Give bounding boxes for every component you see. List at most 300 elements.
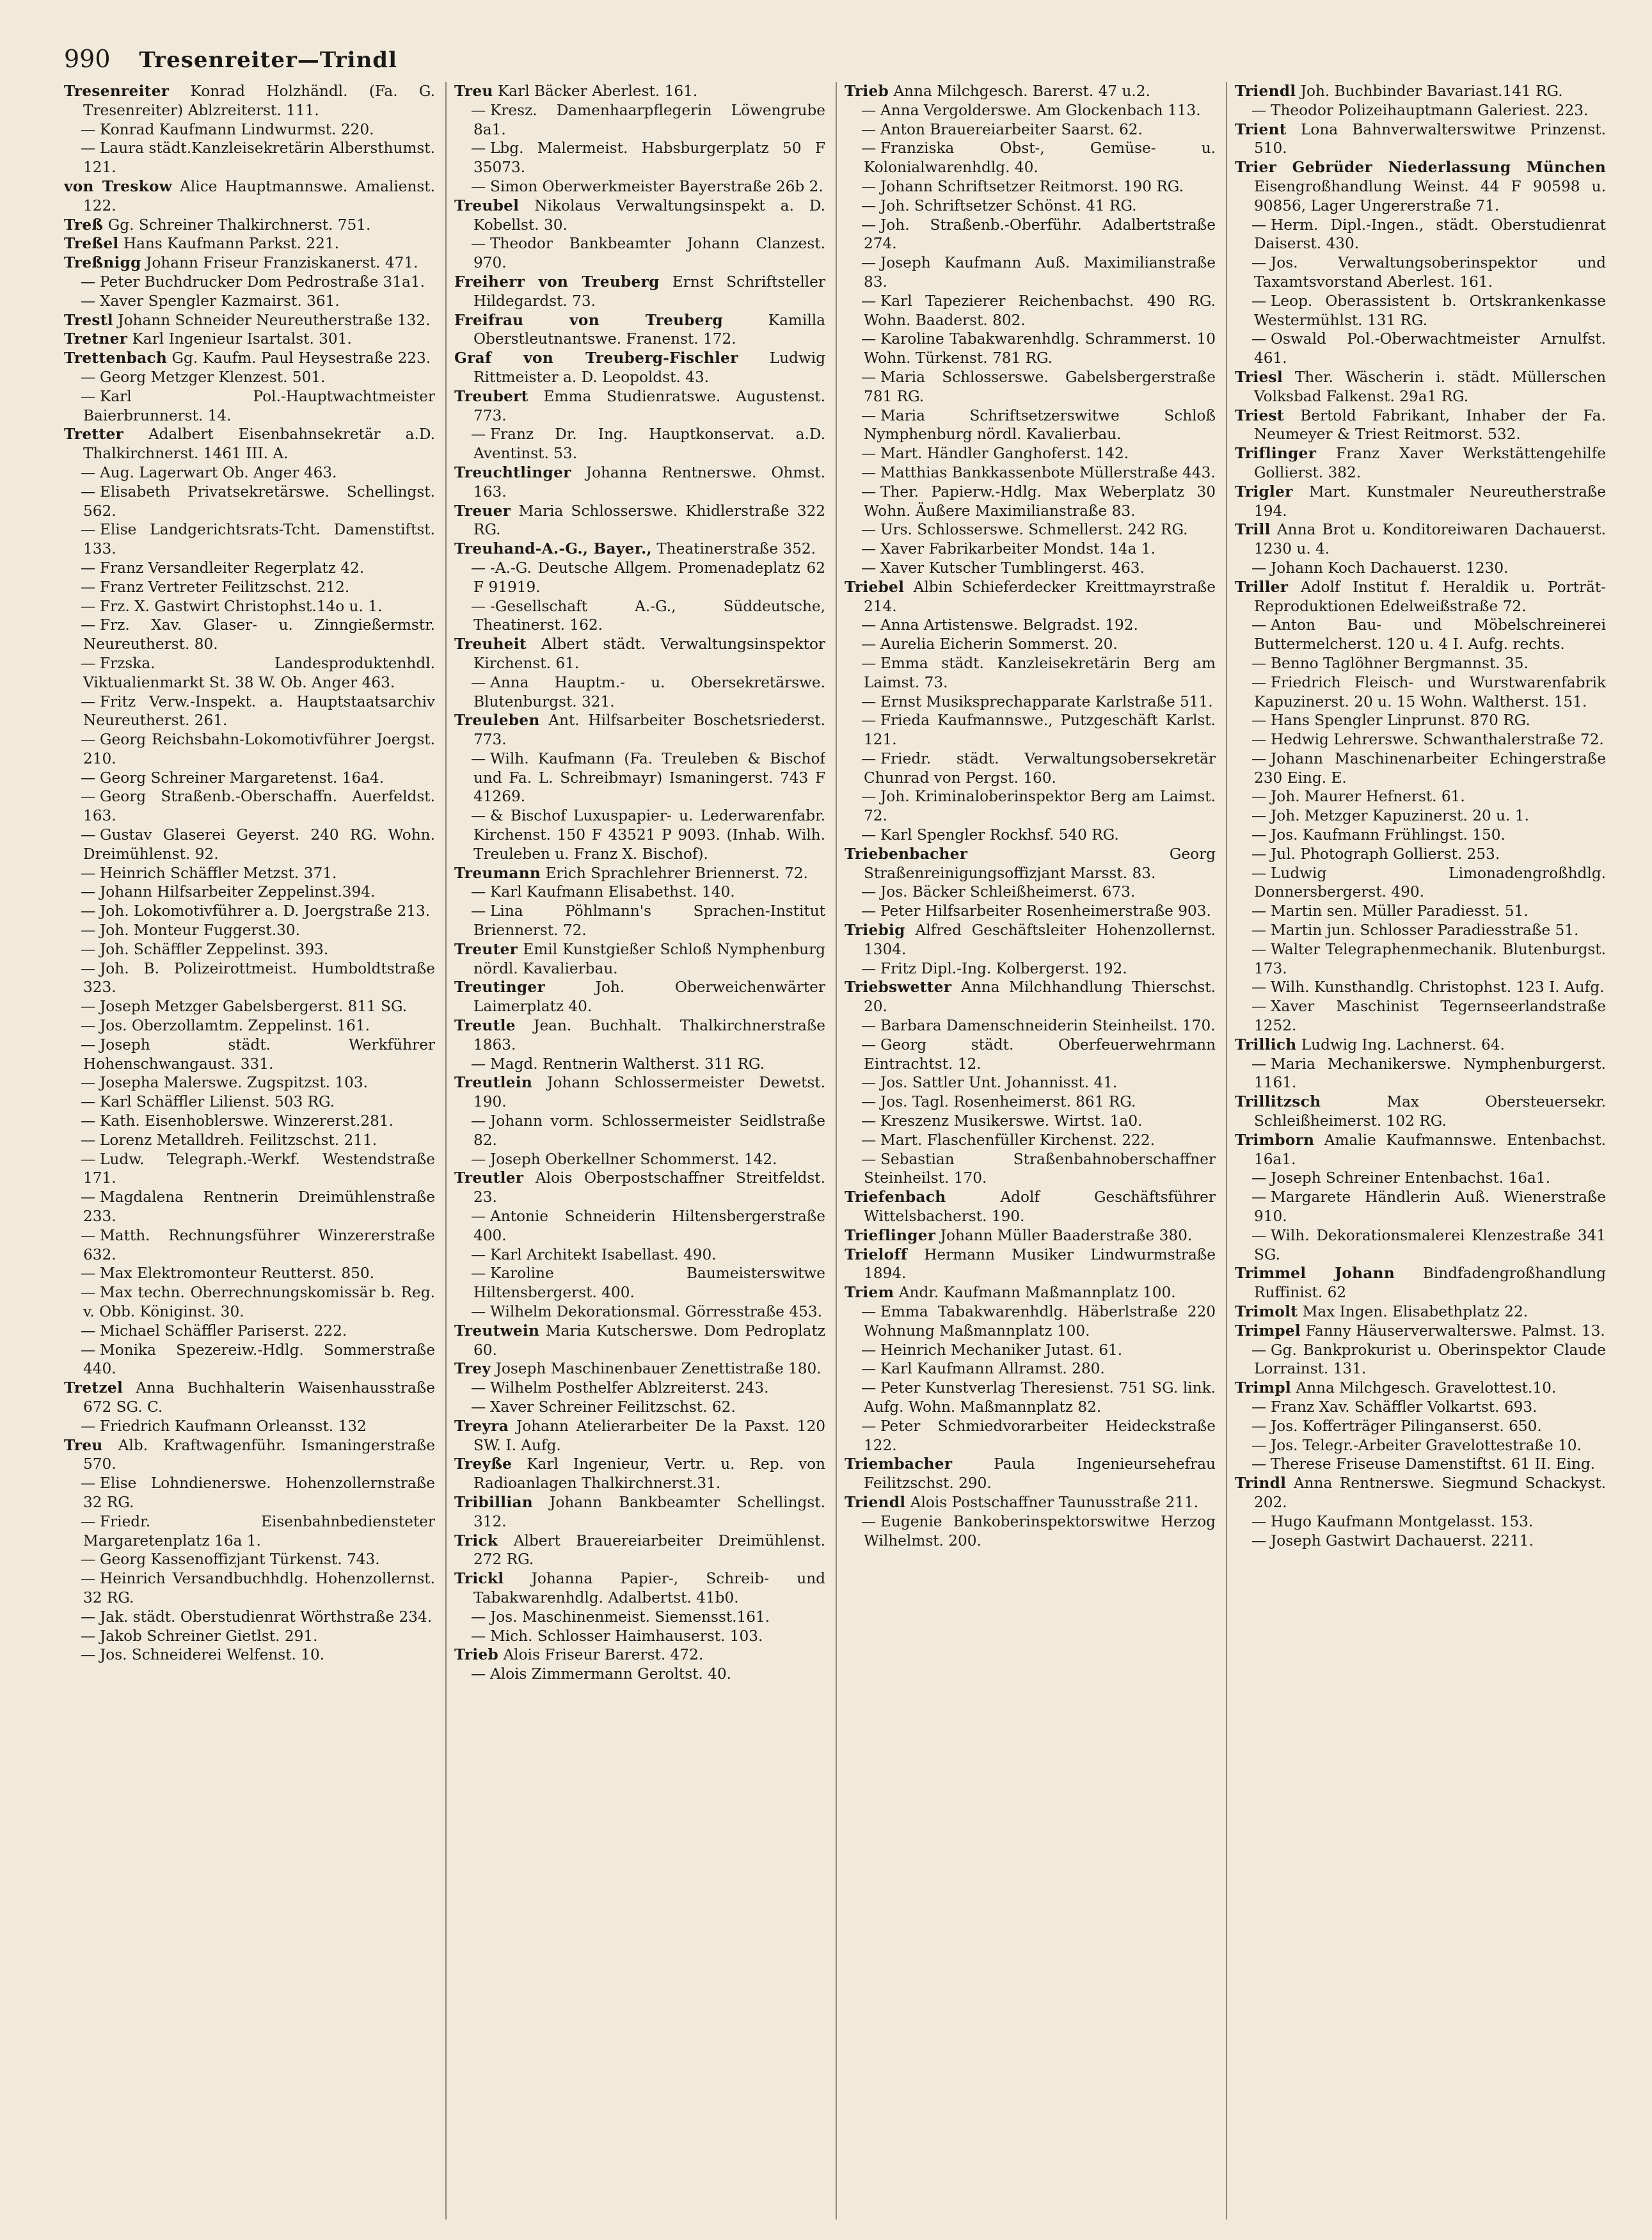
entry-text: Konrad Holzhändl. (Fa. G. Tresenreiter) Ablzreiterst. 111.	[83, 83, 435, 119]
entry-surname: Trillitzsch	[1235, 1093, 1321, 1111]
entry-text: Urs. Schlosserswe. Schmellerst. 242 RG.	[880, 521, 1188, 539]
directory-entry	[454, 1207, 825, 1245]
column-rule	[445, 82, 447, 2220]
entry-text: Oswald Pol.-Oberwachtmeister Arnulfst. 461.	[1254, 330, 1606, 367]
directory-entry	[1235, 101, 1606, 120]
directory-entry	[64, 273, 435, 292]
directory-entry	[1235, 1302, 1606, 1322]
continuation-dash: —	[861, 826, 877, 844]
continuation-dash: —	[861, 140, 877, 157]
entry-surname: Trimmel Johann	[1235, 1265, 1395, 1283]
directory-entry	[64, 959, 435, 998]
entry-text: Leop. Oberassistent b. Ortskrankenkasse Westermühlst. 131 RG.	[1254, 292, 1606, 329]
directory-entry	[845, 1379, 1216, 1417]
directory-entry	[1235, 1226, 1606, 1265]
entry-text: Fritz Verw.-Inspekt. a. Hauptstaatsarchiv Neureutherst. 261.	[83, 692, 435, 730]
entry-text: Mart. Händler Ganghoferst. 142.	[880, 445, 1129, 463]
entry-surname: Treuheit	[454, 636, 527, 653]
entry-surname: Trestl	[64, 311, 113, 329]
entry-text: Magdalena Rentnerin Dreimühlenstraße 233.	[83, 1188, 435, 1226]
directory-entry	[64, 692, 435, 731]
continuation-dash: —	[861, 636, 877, 653]
entry-surname: Trieflinger	[845, 1226, 936, 1244]
entry-surname: Treuleben	[454, 712, 540, 730]
directory-entry	[64, 216, 435, 235]
directory-entry	[64, 1627, 435, 1646]
directory-entry	[454, 1245, 825, 1265]
entry-text: Antonie Schneiderin Hiltensbergerstraße 400.	[473, 1208, 825, 1244]
entry-text: Jos. Maschinenmeist. Siemensst.161.	[490, 1608, 770, 1626]
continuation-dash: —	[861, 749, 877, 767]
column-1	[64, 82, 435, 2220]
entry-text: Franz Vertreter Feilitzschst. 212.	[100, 578, 350, 596]
directory-entry	[454, 1322, 825, 1360]
entry-text: Joh. B. Polizeirottmeist. Humboldtstraße 323.	[83, 959, 435, 996]
entry-text: Alb. Kraftwagenführ. Ismaningerstraße 570.	[83, 1436, 435, 1473]
entry-text: Mich. Schlosser Haimhauserst. 103.	[490, 1627, 763, 1645]
directory-entry	[454, 311, 825, 349]
continuation-dash: —	[861, 521, 877, 539]
entry-text: Gg. Schreiner Thalkirchnerst. 751.	[107, 216, 371, 234]
entry-text: Franz Xav. Schäffler Volkartst. 693.	[1271, 1398, 1537, 1416]
continuation-dash: —	[81, 368, 96, 386]
entry-text: Ernst Schriftsteller Hildegardst. 73.	[473, 273, 825, 310]
entry-surname: Trick	[454, 1532, 498, 1549]
entry-surname: Trickl	[454, 1570, 504, 1588]
entry-text: Jos. Verwaltungsoberinspektor und Taxamtsvorstand Aberlest. 161.	[1254, 254, 1606, 291]
directory-entry	[454, 749, 825, 806]
directory-entry	[845, 1226, 1216, 1245]
entry-text: Adolf Institut f. Heraldik u. Porträt-Reproduktionen Edelweißstraße 72.	[1254, 578, 1606, 615]
entry-text: Monika Spezereiw.-Hdlg. Sommerstraße 440.	[83, 1341, 435, 1378]
continuation-dash: —	[81, 521, 96, 539]
directory-entry	[64, 349, 435, 368]
continuation-dash: —	[81, 864, 96, 882]
directory-entry	[454, 82, 825, 101]
directory-entry	[454, 1264, 825, 1302]
entry-text: Georg städt. Oberfeuerwehrmann Eintrachtst. 12.	[864, 1036, 1216, 1073]
entry-text: Anna Brot u. Konditoreiwaren Dachauerst. 1230 u. 4.	[1254, 521, 1606, 558]
entry-surname: Trindl	[1235, 1475, 1287, 1492]
directory-entry	[1235, 1092, 1606, 1131]
entry-text: Alois Oberpostschaffner Streitfeldst. 23.	[473, 1169, 825, 1206]
entry-surname: Triendl	[1235, 83, 1296, 100]
directory-entry	[64, 520, 435, 559]
entry-text: Elise Lohndienerswe. Hohenzollernstraße 32 RG.	[83, 1475, 435, 1511]
entry-text: Friedrich Kaufmann Orleansst. 132	[100, 1417, 367, 1435]
continuation-dash: —	[471, 1112, 486, 1130]
directory-entry	[1235, 1055, 1606, 1093]
entry-text: Johann Atelierarbeiter De la Paxst. 120 SW. I. Aufg.	[473, 1417, 825, 1454]
directory-entry	[64, 311, 435, 330]
entry-text: Peter Schmiedvorarbeiter Heideckstraße 122.	[864, 1417, 1216, 1454]
continuation-dash: —	[471, 807, 486, 825]
entry-text: Frieda Kaufmannswe., Putzgeschäft Karlst. 121.	[864, 712, 1216, 749]
directory-entry	[1235, 787, 1606, 806]
column-rule	[836, 82, 837, 2220]
continuation-dash: —	[1251, 216, 1267, 234]
continuation-dash: —	[81, 1226, 96, 1244]
continuation-dash: —	[861, 101, 877, 119]
entry-text: Johann Koch Dachauerst. 1230.	[1271, 559, 1509, 577]
entry-text: Joh. Oberweichenwärter Laimerplatz 40.	[473, 979, 825, 1016]
entry-text: Martin jun. Schlosser Paradiesstraße 51.	[1271, 922, 1579, 940]
directory-entry	[1235, 559, 1606, 578]
directory-entry	[64, 1073, 435, 1092]
directory-entry	[845, 368, 1216, 406]
entry-text: Adalbert Eisenbahnsekretär a.D. Thalkirchnerst. 1461 III. A.	[83, 426, 435, 463]
continuation-dash: —	[1251, 101, 1267, 119]
entry-text: Karl Pol.-Hauptwachtmeister Baierbrunnerst. 14.	[83, 387, 435, 424]
entry-text: Eisengroßhandlung Weinst. 44 F 90598 u. 90856, Lager Ungererstraße 71.	[1254, 177, 1606, 214]
directory-entry	[64, 826, 435, 864]
continuation-dash: —	[81, 1093, 96, 1111]
continuation-dash: —	[81, 1131, 96, 1149]
directory-entry	[454, 635, 825, 673]
directory-entry	[1235, 120, 1606, 159]
entry-text: Joseph Oberkellner Schommerst. 142.	[490, 1150, 777, 1168]
continuation-dash: —	[1251, 712, 1267, 730]
entry-text: Eugenie Bankoberinspektorswitwe Herzog Wilhelmst. 200.	[864, 1512, 1216, 1549]
directory-entry	[1235, 864, 1606, 902]
entry-surname: Treutinger	[454, 979, 545, 996]
directory-entry	[454, 1359, 825, 1379]
directory-columns	[64, 82, 1622, 2220]
directory-entry	[1235, 1131, 1606, 1169]
directory-entry	[1235, 1512, 1606, 1532]
directory-entry	[845, 1112, 1216, 1131]
continuation-dash: —	[1251, 654, 1267, 672]
directory-entry	[454, 1055, 825, 1074]
continuation-dash: —	[1251, 1169, 1267, 1187]
continuation-dash: —	[471, 1398, 486, 1416]
continuation-dash: —	[81, 1150, 96, 1168]
continuation-dash: —	[861, 1417, 877, 1435]
directory-entry	[845, 1455, 1216, 1493]
entry-text: Barbara Damenschneiderin Steinheilst. 170.	[880, 1017, 1216, 1035]
entry-text: Alois Zimmermann Geroltst. 40.	[490, 1665, 732, 1683]
directory-entry	[64, 1608, 435, 1627]
continuation-dash: —	[861, 1303, 877, 1320]
continuation-dash: —	[1251, 1055, 1267, 1073]
entry-text: Johann Schlossermeister Dewetst. 190.	[473, 1074, 825, 1111]
continuation-dash: —	[81, 292, 96, 310]
directory-entry	[1235, 1398, 1606, 1417]
continuation-dash: —	[81, 1417, 96, 1435]
continuation-dash: —	[471, 597, 486, 615]
directory-entry	[1235, 730, 1606, 749]
continuation-dash: —	[1251, 788, 1267, 806]
entry-surname: Treuchtlinger	[454, 463, 571, 481]
continuation-dash: —	[861, 959, 877, 977]
directory-entry	[845, 196, 1216, 216]
directory-entry	[454, 902, 825, 940]
directory-entry	[454, 1417, 825, 1455]
directory-entry	[845, 177, 1216, 196]
entry-text: Theatinerstraße 352.	[656, 540, 816, 558]
continuation-dash: —	[861, 292, 877, 310]
continuation-dash: —	[81, 1646, 96, 1664]
entry-surname: Treubert	[454, 387, 528, 405]
entry-surname: Treßel	[64, 235, 119, 253]
continuation-dash: —	[861, 559, 877, 577]
entry-text: Maria Mechanikerswe. Nymphenburgerst. 1161.	[1254, 1055, 1606, 1092]
entry-text: Kath. Eisenhoblerswe. Winzererst.281.	[100, 1112, 394, 1130]
entry-text: Heinrich Mechaniker Jutast. 61.	[880, 1341, 1123, 1359]
entry-text: Magd. Rentnerin Waltherst. 311 RG.	[490, 1055, 765, 1073]
continuation-dash: —	[471, 749, 486, 767]
entry-surname: Freifrau von Treuberg	[454, 311, 723, 329]
continuation-dash: —	[1251, 1532, 1267, 1549]
continuation-dash: —	[1251, 998, 1267, 1016]
directory-entry	[64, 330, 435, 349]
directory-entry	[1235, 616, 1606, 654]
directory-entry	[454, 806, 825, 863]
entry-text: Albert Brauereiarbeiter Dreimühlenst. 272 RG.	[473, 1532, 825, 1569]
entry-surname: Treß	[64, 216, 104, 234]
entry-text: Johanna Papier-, Schreib- und Tabakwarenhdlg. Adalbertst. 41b0.	[473, 1570, 825, 1606]
directory-entry	[845, 978, 1216, 1016]
directory-entry	[845, 711, 1216, 749]
continuation-dash: —	[471, 902, 486, 920]
entry-text: Johann Schneider Neureutherstraße 132.	[118, 311, 431, 329]
entry-text: Fanny Häuserverwalterswe. Palmst. 13.	[1305, 1322, 1605, 1340]
entry-text: Amalie Kaufmannswe. Entenbachst. 16a1.	[1254, 1131, 1606, 1168]
continuation-dash: —	[471, 1627, 486, 1645]
continuation-dash: —	[471, 1303, 486, 1320]
column-3	[845, 82, 1216, 2220]
entry-surname: Trimolt	[1235, 1303, 1298, 1320]
directory-entry	[845, 1245, 1216, 1284]
entry-text: Maria Schriftsetzerswitwe Schloß Nymphenburg nördl. Kavalierbau.	[864, 406, 1216, 444]
continuation-dash: —	[81, 1265, 96, 1283]
entry-text: Anna Vergolderswe. Am Glockenbach 113.	[880, 101, 1201, 119]
directory-entry	[64, 1150, 435, 1188]
entry-text: Peter Hilfsarbeiter Rosenheimerstraße 903.	[880, 902, 1211, 920]
directory-entry	[845, 1150, 1216, 1188]
entry-text: Albin Schieferdecker Kreittmayrstraße 214.	[864, 578, 1216, 615]
continuation-dash: —	[81, 902, 96, 920]
directory-entry	[454, 463, 825, 502]
entry-text: Frz. Xav. Glaser- u. Zinngießermstr. Neureutherst. 80.	[83, 616, 435, 653]
directory-entry	[454, 349, 825, 387]
entry-surname: Trigler	[1235, 483, 1293, 500]
directory-entry	[64, 787, 435, 826]
entry-text: Alice Hauptmannswe. Amalienst. 122.	[83, 177, 435, 214]
entry-text: Alfred Geschäftsleiter Hohenzollernst. 1304.	[864, 922, 1216, 958]
directory-entry	[845, 921, 1216, 959]
entry-text: Matth. Rechnungsführer Winzererstraße 632.	[83, 1226, 435, 1263]
entry-text: Johann Bankbeamter Schellingst. 312.	[473, 1493, 825, 1530]
directory-entry	[1235, 806, 1606, 826]
directory-entry	[454, 711, 825, 749]
directory-entry	[64, 1283, 435, 1322]
entry-text: Joseph Metzger Gabelsbergerst. 811 SG.	[100, 998, 408, 1016]
continuation-dash: —	[861, 1093, 877, 1111]
continuation-dash: —	[1251, 979, 1267, 996]
entry-text: Georg Kassenoffizjant Türkenst. 743.	[100, 1551, 380, 1569]
entry-text: Wilh. Kunsthandlg. Christophst. 123 I. Aufg.	[1271, 979, 1605, 996]
continuation-dash: —	[861, 1112, 877, 1130]
directory-entry	[64, 654, 435, 692]
entry-text: Therese Friseuse Damenstiftst. 61 II. Eing.	[1271, 1455, 1596, 1473]
entry-text: Jos. Oberzollamtm. Zeppelinst. 161.	[100, 1017, 370, 1035]
entry-text: Anton Bau- und Möbelschreinerei Buttermelcherst. 120 u. 4 I. Aufg. rechts.	[1254, 616, 1606, 653]
directory-entry	[845, 1131, 1216, 1150]
continuation-dash: —	[471, 1055, 486, 1073]
directory-entry	[845, 845, 1216, 883]
entry-text: Xaver Spengler Kazmairst. 361.	[100, 292, 340, 310]
directory-entry	[1235, 749, 1606, 788]
continuation-dash: —	[861, 788, 877, 806]
directory-entry	[845, 292, 1216, 330]
directory-entry	[845, 749, 1216, 788]
continuation-dash: —	[81, 483, 96, 500]
directory-entry	[64, 292, 435, 311]
entry-text: Aug. Lagerwart Ob. Anger 463.	[100, 463, 337, 481]
entry-surname: Treubel	[454, 196, 520, 214]
entry-text: Matthias Bankkassenbote Müllerstraße 443.	[880, 463, 1216, 481]
entry-surname: Trieb	[845, 83, 889, 100]
directory-entry	[454, 1398, 825, 1417]
directory-entry	[845, 1016, 1216, 1036]
entry-text: Xaver Schreiner Feilitzschst. 62.	[490, 1398, 736, 1416]
continuation-dash: —	[861, 1360, 877, 1378]
directory-entry	[845, 101, 1216, 120]
entry-text: Maria Schlosserswe. Gabelsbergerstraße 781 RG.	[864, 368, 1216, 405]
entry-text: Wilhelm Dekorationsmal. Görresstraße 453.	[490, 1303, 823, 1320]
directory-entry	[1235, 1379, 1606, 1398]
continuation-dash: —	[81, 120, 96, 138]
continuation-dash: —	[861, 712, 877, 730]
entry-surname: Tretter	[64, 426, 124, 444]
entry-surname: Triesl	[1235, 368, 1283, 386]
directory-entry	[845, 635, 1216, 654]
directory-entry	[845, 1036, 1216, 1074]
entry-surname: Triembacher	[845, 1455, 953, 1473]
entry-text: Joh. Schäffler Zeppelinst. 393.	[100, 940, 329, 958]
directory-entry	[64, 82, 435, 120]
continuation-dash: —	[81, 959, 96, 977]
directory-entry	[845, 1417, 1216, 1455]
continuation-dash: —	[861, 654, 877, 672]
directory-entry	[845, 959, 1216, 979]
entry-text: Anna Rentnerswe. Siegmund Schackyst. 202.	[1254, 1475, 1606, 1511]
entry-text: Jos. Schneiderei Welfenst. 10.	[100, 1646, 325, 1664]
directory-entry	[64, 1092, 435, 1112]
continuation-dash: —	[1251, 731, 1267, 749]
continuation-dash: —	[861, 1131, 877, 1149]
continuation-dash: —	[861, 177, 877, 195]
directory-entry	[454, 1569, 825, 1608]
entry-text: Georg Reichsbahn-Lokomotivführer Joergst. 210.	[83, 731, 435, 767]
entry-text: Sebastian Straßenbahnoberschaffner Steinheilst. 170.	[864, 1150, 1216, 1187]
entry-text: -Gesellschaft A.-G., Süddeutsche, Theatinerst. 162.	[473, 597, 825, 634]
directory-entry	[454, 1302, 825, 1322]
directory-entry	[64, 902, 435, 921]
directory-entry	[1235, 1417, 1606, 1436]
entry-surname: Trieloff	[845, 1245, 907, 1263]
entry-text: Jos. Kaufmann Frühlingst. 150.	[1271, 826, 1505, 844]
entry-surname: Triefenbach	[845, 1188, 946, 1206]
directory-entry	[64, 940, 435, 959]
entry-text: Erich Sprachlehrer Briennerst. 72.	[545, 864, 808, 882]
entry-surname: Triebig	[845, 922, 905, 940]
directory-entry	[64, 1322, 435, 1341]
continuation-dash: —	[471, 1608, 486, 1626]
entry-text: Johann Maschinenarbeiter Echingerstraße 230 Eing. E.	[1254, 749, 1606, 787]
entry-surname: Freiherr von Treuberg	[454, 273, 660, 291]
entry-surname: von Treskow	[64, 177, 173, 195]
continuation-dash: —	[471, 1379, 486, 1397]
entry-text: Ludw. Telegraph.-Werkf. Westendstraße 171.	[83, 1150, 435, 1187]
directory-entry	[845, 1302, 1216, 1341]
entry-text: Karoline Baumeisterswitwe Hiltensbergerst. 400.	[473, 1265, 825, 1302]
entry-text: Aurelia Eicherin Sommerst. 20.	[880, 636, 1118, 653]
continuation-dash: —	[471, 1245, 486, 1263]
entry-text: Georg Straßenb.-Oberschaffn. Auerfeldst. 163.	[83, 788, 435, 825]
continuation-dash: —	[1251, 673, 1267, 691]
entry-text: Peter Kunstverlag Theresienst. 751 SG. link. Aufg. Wohn. Maßmannplatz 82.	[864, 1379, 1216, 1416]
continuation-dash: —	[471, 140, 486, 157]
directory-entry	[1235, 82, 1606, 101]
directory-entry	[1235, 158, 1606, 215]
directory-entry	[1235, 902, 1606, 921]
entry-text: Laura städt.Kanzleisekretärin Albersthumst. 121.	[83, 140, 435, 177]
entry-text: Johann Müller Baaderstraße 380.	[940, 1226, 1193, 1244]
entry-text: Kamilla Oberstleutnantswe. Franenst. 172.	[473, 311, 825, 348]
directory-entry	[454, 1665, 825, 1684]
continuation-dash: —	[861, 1074, 877, 1092]
entry-text: Ernst Musiksprechapparate Karlstraße 511.	[880, 692, 1213, 710]
continuation-dash: —	[1251, 1226, 1267, 1244]
continuation-dash: —	[861, 254, 877, 272]
directory-entry	[454, 1627, 825, 1646]
directory-entry	[845, 826, 1216, 845]
continuation-dash: —	[471, 673, 486, 691]
column-2	[454, 82, 825, 2220]
continuation-dash: —	[1251, 559, 1267, 577]
entry-text: Fritz Dipl.-Ing. Kolbergerst. 192.	[880, 959, 1127, 977]
entry-text: Jos. Sattler Unt. Johannisst. 41.	[880, 1074, 1118, 1092]
continuation-dash: —	[81, 1112, 96, 1130]
directory-entry	[1235, 1436, 1606, 1455]
directory-entry	[1235, 520, 1606, 559]
entry-text: Ludwig Ing. Lachnerst. 64.	[1301, 1036, 1505, 1053]
continuation-dash: —	[1251, 330, 1267, 348]
entry-surname: Treutle	[454, 1017, 516, 1035]
continuation-dash: —	[861, 120, 877, 138]
continuation-dash: —	[81, 940, 96, 958]
entry-text: Wilh. Dekorationsmalerei Klenzestraße 341 SG.	[1254, 1226, 1606, 1263]
continuation-dash: —	[81, 1475, 96, 1492]
directory-entry	[845, 1359, 1216, 1379]
entry-text: Jak. städt. Oberstudienrat Wörthstraße 234.	[100, 1608, 433, 1626]
entry-text: Karl Architekt Isabellast. 490.	[490, 1245, 717, 1263]
directory-entry	[845, 559, 1216, 578]
entry-text: Karl Spengler Rockhsf. 540 RG.	[880, 826, 1119, 844]
entry-text: Lina Pöhlmann's Sprachen-Institut Briennerst. 72.	[473, 902, 825, 940]
entry-text: Bertold Fabrikant, Inhaber der Fa. Neumeyer & Triest Reitmorst. 532.	[1254, 406, 1606, 444]
entry-text: Michael Schäffler Pariserst. 222.	[100, 1322, 347, 1340]
continuation-dash: —	[81, 1036, 96, 1053]
directory-entry	[1235, 711, 1606, 730]
directory-entry	[454, 234, 825, 273]
continuation-dash: —	[471, 1265, 486, 1283]
entry-surname: Treyra	[454, 1417, 509, 1435]
entry-text: Georg Schreiner Margaretenst. 16a4.	[100, 769, 385, 787]
continuation-dash: —	[1251, 826, 1267, 844]
